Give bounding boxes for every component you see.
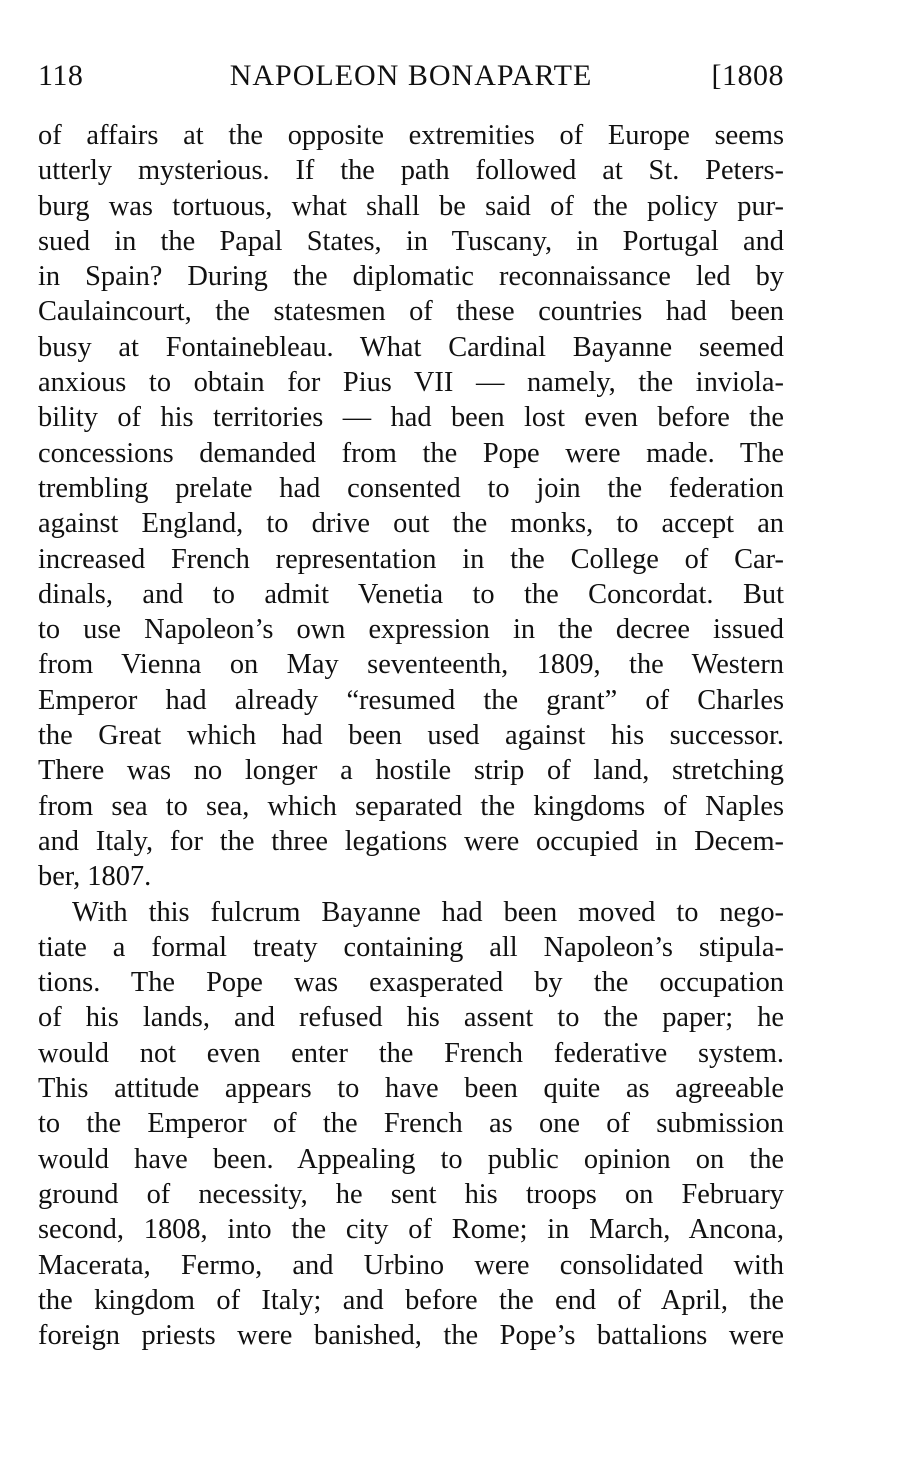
text-line: from Vienna on May seventeenth, 1809, the Western xyxy=(38,649,784,681)
text-line: ber, 1807. xyxy=(38,861,152,893)
book-title: NAPOLEON BONAPARTE xyxy=(229,59,593,92)
text-line: bility of his territories — had been lost even before the xyxy=(38,402,784,434)
running-head xyxy=(38,56,784,96)
text-line: would not even enter the French federative system. xyxy=(38,1037,784,1069)
text-line: ground of necessity, he sent his troops on February xyxy=(38,1178,784,1210)
text-line: of his lands, and refused his assent to the paper; he xyxy=(38,1002,784,1034)
text-line: foreign priests were banished, the Pope’s battalions were xyxy=(38,1320,784,1352)
text-line: With this fulcrum Bayanne had been moved to nego- xyxy=(72,896,784,928)
text-line: increased French representation in the College of Car- xyxy=(38,543,784,575)
page-number: 118 xyxy=(38,59,84,92)
text-line: anxious to obtain for Pius VII — namely, the inviola- xyxy=(38,367,784,399)
body-text xyxy=(38,118,784,1353)
text-line: would have been. Appealing to public opinion on the xyxy=(38,1143,784,1175)
text-line: Caulaincourt, the statesmen of these countries had been xyxy=(38,296,784,328)
text-line: concessions demanded from the Pope were made. The xyxy=(38,437,784,469)
text-line: dinals, and to admit Venetia to the Concordat. But xyxy=(38,578,784,610)
text-line: busy at Fontainebleau. What Cardinal Bayanne seemed xyxy=(38,331,784,363)
text-line: Emperor had already “resumed the grant” of Charles xyxy=(38,684,784,716)
paragraph-1 xyxy=(38,118,784,895)
text-line: to use Napoleon’s own expression in the decree issued xyxy=(38,614,784,646)
book-page xyxy=(38,56,784,1353)
text-line: This attitude appears to have been quite as agreeable xyxy=(38,1073,784,1105)
text-line: from sea to sea, which separated the kingdoms of Naples xyxy=(38,790,784,822)
text-line: There was no longer a hostile strip of land, stretching xyxy=(38,755,784,787)
paragraph-2 xyxy=(38,895,784,1354)
text-line: utterly mysterious. If the path followed at St. Peters- xyxy=(38,155,784,187)
text-line: tions. The Pope was exasperated by the occupation xyxy=(38,967,784,999)
text-line: the kingdom of Italy; and before the end of April, the xyxy=(38,1284,784,1316)
text-line: Macerata, Fermo, and Urbino were consolidated with xyxy=(38,1249,784,1281)
text-line: against England, to drive out the monks, to accept an xyxy=(38,508,784,540)
text-line: sued in the Papal States, in Tuscany, in Portugal and xyxy=(38,225,784,257)
text-line: of affairs at the opposite extremities of Europe seems xyxy=(38,120,784,151)
text-line: tiate a formal treaty containing all Napoleon’s stipula- xyxy=(38,931,784,963)
text-line: in Spain? During the diplomatic reconnaissance led by xyxy=(38,261,784,293)
text-line: second, 1808, into the city of Rome; in March, Ancona, xyxy=(38,1214,784,1246)
text-line: trembling prelate had consented to join the federation xyxy=(38,472,784,504)
running-year: [1808 xyxy=(711,59,784,92)
text-line: and Italy, for the three legations were occupied in Decem- xyxy=(38,825,784,857)
text-line: burg was tortuous, what shall be said of the policy pur- xyxy=(38,190,784,222)
text-line: to the Emperor of the French as one of submission xyxy=(38,1108,784,1140)
text-line: the Great which had been used against his successor. xyxy=(38,720,784,752)
